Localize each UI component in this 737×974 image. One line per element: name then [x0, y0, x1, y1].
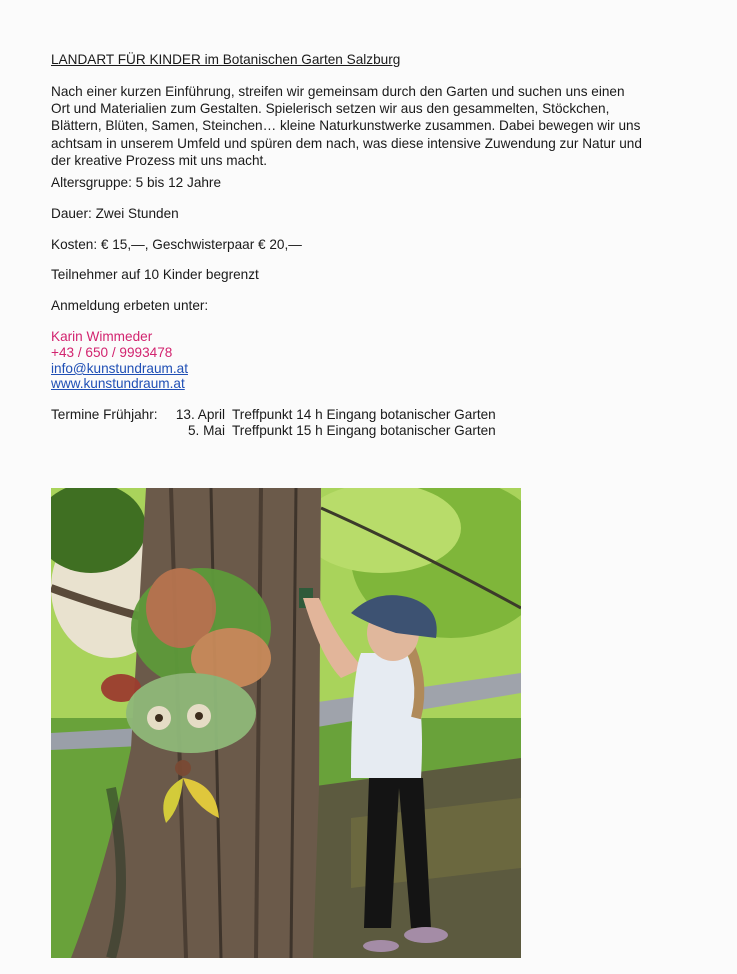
contact-email-link[interactable]: info@kunstundraum.at: [51, 361, 188, 376]
intro-line: Nach einer kurzen Einführung, streifen wir gemeinsam durch den Garten und suchen uns einen: [51, 84, 625, 99]
contact-name: Karin Wimmeder: [51, 329, 153, 344]
date-2: 5. Mai: [187, 423, 225, 438]
landart-photo: [51, 488, 521, 958]
intro-line: der kreative Prozess mit uns macht.: [51, 152, 268, 168]
intro-line: achtsam in unserem Umfeld und spüren dem nach, was diese intensive Zuwendung zur Natur und: [51, 135, 642, 151]
date-1-info: Treffpunkt 14 h Eingang botanischer Garten: [232, 407, 496, 422]
contact-phone: +43 / 650 / 9993478: [51, 345, 173, 360]
intro-paragraph: [51, 83, 691, 169]
age-group: Altersgruppe: 5 bis 12 Jahre: [51, 175, 222, 190]
date-2-info: Treffpunkt 15 h Eingang botanischer Garten: [232, 423, 496, 438]
intro-line: Ort und Materialien zum Gestalten. Spielerisch setzen wir aus den gesammelten, Stöckchen,: [51, 101, 610, 117]
document-title: LANDART FÜR KINDER im Botanischen Garten Salzburg: [51, 52, 401, 67]
date-1: 13. April: [175, 407, 225, 422]
intro-line: Blättern, Blüten, Samen, Steinchen… kleine Naturkunstwerke zusammen. Dabei bewegen wir uns: [51, 118, 641, 134]
participants-limit: Teilnehmer auf 10 Kinder begrenzt: [51, 267, 259, 282]
contact-website-link[interactable]: www.kunstundraum.at: [51, 376, 185, 391]
costs: Kosten: € 15,—, Geschwisterpaar € 20,—: [51, 237, 302, 252]
registration-note: Anmeldung erbeten unter:: [51, 298, 209, 313]
dates-label: Termine Frühjahr:: [51, 407, 158, 422]
duration: Dauer: Zwei Stunden: [51, 206, 179, 221]
photo-illustration: [51, 488, 521, 958]
